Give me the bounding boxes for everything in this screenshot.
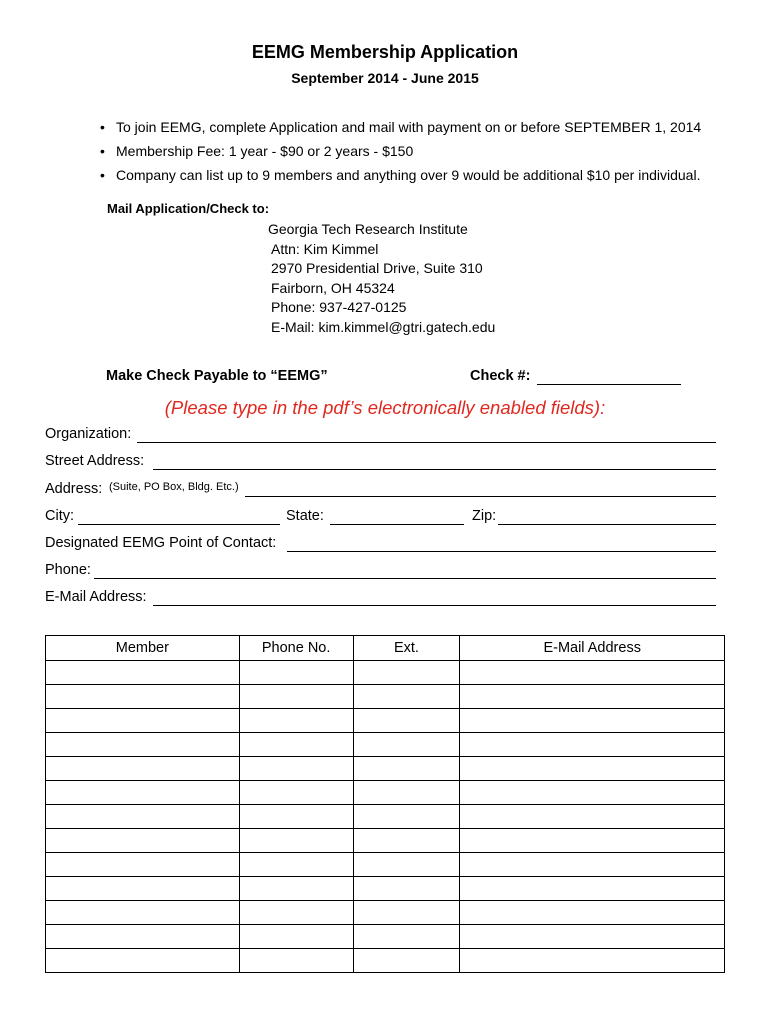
mail-address-line: Attn: Kim Kimmel [271,241,379,257]
member-phone-cell[interactable] [239,829,353,853]
member-name-cell[interactable] [46,853,240,877]
city-field[interactable] [78,524,280,525]
check-number-field[interactable] [537,384,681,385]
phone-column-header: Phone No. [239,636,353,661]
member-phone-cell[interactable] [239,757,353,781]
member-ext-cell[interactable] [353,805,460,829]
member-name-cell[interactable] [46,757,240,781]
form-title: EEMG Membership Application [251,42,519,62]
member-phone-cell[interactable] [239,949,353,973]
table-row [46,877,725,901]
member-phone-cell[interactable] [239,781,353,805]
email-field[interactable] [153,605,716,606]
member-name-cell[interactable] [46,901,240,925]
table-row [46,757,725,781]
member-name-cell[interactable] [46,661,240,685]
member-phone-cell[interactable] [239,853,353,877]
member-ext-cell[interactable] [353,781,460,805]
table-row [46,949,725,973]
contact-label: Designated EEMG Point of Contact: [45,535,277,551]
mail-heading: Mail Application/Check to: [107,201,270,216]
member-name-cell[interactable] [46,949,240,973]
member-ext-cell[interactable] [353,925,460,949]
member-name-cell[interactable] [46,805,240,829]
list-item: • Membership Fee: 1 year - $90 or 2 years - $150 [100,143,414,159]
city-label: City: [45,508,74,524]
table-row [46,925,725,949]
table-row [46,853,725,877]
contact-field[interactable] [287,551,716,552]
table-row [46,661,725,685]
member-email-cell[interactable] [460,685,725,709]
address-hint: (Suite, PO Box, Bldg. Etc.) [109,481,239,493]
mail-address-line: Fairborn, OH 45324 [271,280,395,296]
table-row [46,805,725,829]
table-row [46,733,725,757]
member-email-cell[interactable] [460,709,725,733]
type-instruction: (Please type in the pdf’s electronically enabled fields): [164,397,606,418]
member-ext-cell[interactable] [353,685,460,709]
member-name-cell[interactable] [46,829,240,853]
table-row [46,829,725,853]
member-phone-cell[interactable] [239,709,353,733]
member-email-cell[interactable] [460,757,725,781]
member-ext-cell[interactable] [353,829,460,853]
state-label: State: [286,508,324,524]
member-name-cell[interactable] [46,877,240,901]
phone-label: Phone: [45,562,91,578]
member-phone-cell[interactable] [239,685,353,709]
table-row [46,709,725,733]
street-address-label: Street Address: [45,453,145,469]
member-ext-cell[interactable] [353,853,460,877]
list-item: • Company can list up to 9 members and anything over 9 would be additional $10 per individual. [100,167,701,183]
email-label: E-Mail Address: [45,589,147,605]
member-phone-cell[interactable] [239,901,353,925]
member-phone-cell[interactable] [239,925,353,949]
member-ext-cell[interactable] [353,733,460,757]
list-item: • To join EEMG, complete Application and mail with payment on or before SEPTEMBER 1, 2014 [100,119,702,135]
mail-address-line: Phone: 937-427-0125 [271,299,407,315]
mail-address-line: Georgia Tech Research Institute [268,221,468,237]
street-address-field[interactable] [153,469,716,470]
member-email-cell[interactable] [460,733,725,757]
phone-field[interactable] [94,578,716,579]
check-number-label: Check #: [470,368,531,384]
member-rows [46,661,725,973]
state-field[interactable] [330,524,464,525]
form-subtitle: September 2014 - June 2015 [291,70,479,86]
mail-email-line: E-Mail: kim.kimmel@gtri.gatech.edu [271,319,496,335]
member-email-cell[interactable] [460,661,725,685]
table-row [46,781,725,805]
member-phone-cell[interactable] [239,733,353,757]
member-email-cell[interactable] [460,901,725,925]
table-header-row [46,636,725,661]
organization-field[interactable] [137,442,716,443]
member-email-cell[interactable] [460,949,725,973]
member-email-cell[interactable] [460,805,725,829]
member-name-cell[interactable] [46,733,240,757]
member-name-cell[interactable] [46,781,240,805]
member-email-cell[interactable] [460,781,725,805]
member-column-header: Member [46,636,240,661]
organization-label: Organization: [45,426,132,442]
member-email-cell[interactable] [460,829,725,853]
zip-label: Zip: [472,508,497,524]
address-field[interactable] [245,496,716,497]
instruction-list [100,118,701,190]
email-column-header: E-Mail Address [460,636,725,661]
member-name-cell[interactable] [46,709,240,733]
member-name-cell[interactable] [46,925,240,949]
member-phone-cell[interactable] [239,805,353,829]
member-ext-cell[interactable] [353,709,460,733]
member-name-cell[interactable] [46,685,240,709]
member-ext-cell[interactable] [353,901,460,925]
table-row [46,901,725,925]
table-row [46,685,725,709]
member-ext-cell[interactable] [353,757,460,781]
member-email-cell[interactable] [460,853,725,877]
ext-column-header: Ext. [353,636,460,661]
member-phone-cell[interactable] [239,661,353,685]
mail-address-line: 2970 Presidential Drive, Suite 310 [271,260,483,276]
member-ext-cell[interactable] [353,661,460,685]
member-ext-cell[interactable] [353,949,460,973]
member-phone-cell[interactable] [239,877,353,901]
member-ext-cell[interactable] [353,877,460,901]
member-email-cell[interactable] [460,925,725,949]
members-table [45,635,725,973]
payable-label: Make Check Payable to “EEMG” [106,368,328,384]
zip-field[interactable] [498,524,716,525]
address-label: Address: [45,481,103,497]
member-email-cell[interactable] [460,877,725,901]
